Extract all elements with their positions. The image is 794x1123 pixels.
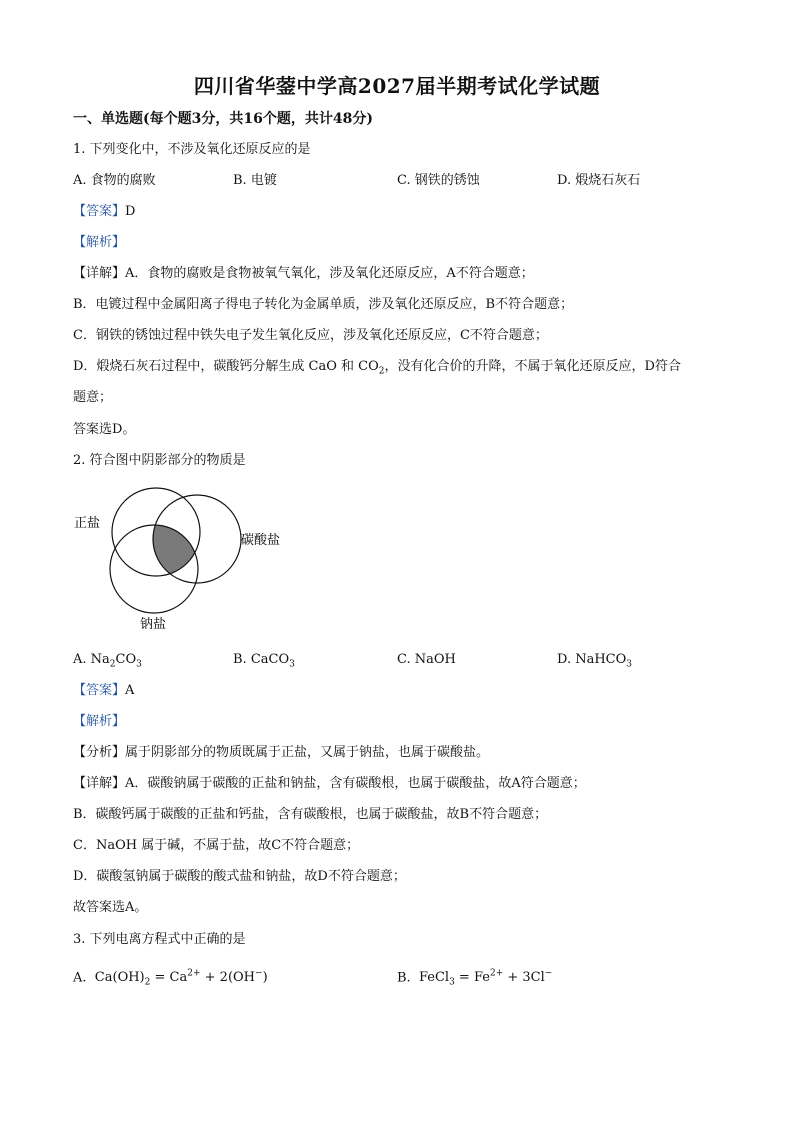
q1-analysis-tag: 【解析】 (73, 235, 126, 250)
fa-p2: = Ca (150, 970, 188, 986)
fb-p1: FeCl (418, 970, 450, 986)
q1-stem: 1. 下列变化中，不涉及氧化还原反应的是 (73, 142, 311, 157)
detail-tag: 【详解】 (73, 266, 126, 281)
answer-tag: 【答案】 (73, 204, 126, 219)
fa-p4: (OH (227, 970, 256, 986)
q1-detail-b: B．电镀过程中金属阳离子得电子转化为金属单质，涉及氧化还原反应，B不符合题意； (73, 297, 574, 312)
q2-analysis-tag: 【解析】 (73, 714, 126, 729)
q3-option-b-label: B. (397, 970, 411, 986)
q2-option-a (73, 651, 142, 674)
fa-p1: Ca(OH) (94, 970, 145, 986)
q2-stem: 2. 符合图中阴影部分的物质是 (73, 453, 246, 468)
fb-sup1: 2+ (489, 969, 504, 979)
answer-tag: 【答案】 (73, 683, 126, 698)
opt-b-part: B. CaCO (233, 652, 290, 667)
opt-d-sub: 3 (626, 659, 633, 670)
q3-option-a-label: A. (73, 970, 87, 986)
opt-a-sub: 2 (109, 659, 116, 670)
fb-p2: = Fe (454, 970, 490, 986)
venn-diagram (70, 480, 310, 640)
q2-conclusion: 故答案选A。 (73, 900, 148, 915)
venn-label-zhengyan: 正盐 (74, 516, 101, 531)
q2-detail-d: D．碳酸氢钠属于碳酸的酸式盐和钠盐，故D不符合题意； (73, 869, 406, 884)
fa-sup2: − (255, 969, 263, 979)
fa-p5: ) (262, 970, 268, 986)
q2-option-c (397, 651, 456, 669)
detail-tag: 【详解】 (73, 776, 126, 791)
fa-p3: + 2 (200, 970, 228, 986)
detail-d-sub: 2 (378, 366, 385, 377)
q1-option-c: C. 钢铁的锈蚀 (397, 173, 480, 188)
section-heading: 一、单选题(每个题3分，共16个题，共计48分) (73, 111, 373, 127)
detail-d-pre: D．煅烧石灰石过程中，碳酸钙分解生成 CaO 和 CO (73, 359, 379, 374)
q2-option-b (233, 651, 295, 674)
q2-answer (73, 682, 134, 700)
q3-formula-b (418, 969, 553, 988)
page-title: 四川省华蓥中学高2027届半期考试化学试题 (193, 74, 601, 98)
fa-sup1: 2+ (187, 969, 201, 979)
q3-option-b (397, 965, 552, 992)
fenxi-tag: 【分析】 (73, 745, 126, 760)
opt-a-part: A. Na (73, 652, 110, 667)
q1-option-a: A. 食物的腐败 (73, 173, 156, 188)
q1-conclusion: 答案选D。 (73, 422, 136, 437)
q1-detail-a (73, 265, 534, 283)
q3-option-a (73, 965, 268, 992)
answer-value: D (125, 204, 136, 219)
fa-s1: 2 (144, 977, 151, 988)
q1-detail-d-cont: 题意； (73, 390, 113, 405)
q1-detail-d (73, 358, 681, 381)
q1-answer (73, 203, 135, 221)
opt-a-sub2: 3 (136, 659, 142, 670)
q1-detail-c: C．钢铁的锈蚀过程中铁失电子发生氧化反应，涉及氧化还原反应，C不符合题意； (73, 328, 548, 343)
detail-text: A．碳酸钠属于碳酸的正盐和钠盐，含有碳酸根，也属于碳酸盐，故A符合题意； (125, 776, 586, 791)
q1-option-b: B. 电镀 (233, 173, 277, 188)
opt-b-sub: 3 (289, 659, 295, 670)
fb-p3: + 3Cl (503, 970, 545, 986)
detail-text: A．食物的腐败是食物被氧气氧化，涉及氧化还原反应，A不符合题意； (125, 266, 534, 281)
q2-fenxi (73, 744, 489, 762)
opt-c-part: C. NaOH (397, 652, 456, 667)
fb-sup2: − (544, 969, 553, 979)
fb-s1: 3 (449, 977, 455, 988)
venn-label-nayan: 钠盐 (140, 617, 167, 632)
detail-d-post: ，没有化合价的升降，不属于氧化还原反应，D符合 (384, 359, 681, 374)
fenxi-text: 属于阴影部分的物质既属于正盐，又属于钠盐，也属于碳酸盐。 (125, 745, 490, 760)
q2-detail-a (73, 775, 586, 793)
q3-stem: 3. 下列电离方程式中正确的是 (73, 932, 246, 947)
q2-option-d (557, 651, 632, 674)
q2-detail-c: C．NaOH 属于碱，不属于盐，故C不符合题意； (73, 838, 360, 853)
answer-value: A (125, 683, 135, 698)
q2-detail-b: B．碳酸钙属于碳酸的正盐和钙盐，含有碳酸根，也属于碳酸盐，故B不符合题意； (73, 807, 548, 822)
opt-d-part: D. NaHCO (557, 652, 627, 667)
opt-a-mid: CO (115, 652, 137, 667)
q1-option-d: D. 煅烧石灰石 (557, 173, 641, 188)
venn-label-tansuanyan: 碳酸盐 (241, 533, 281, 548)
q3-formula-a (94, 969, 268, 988)
